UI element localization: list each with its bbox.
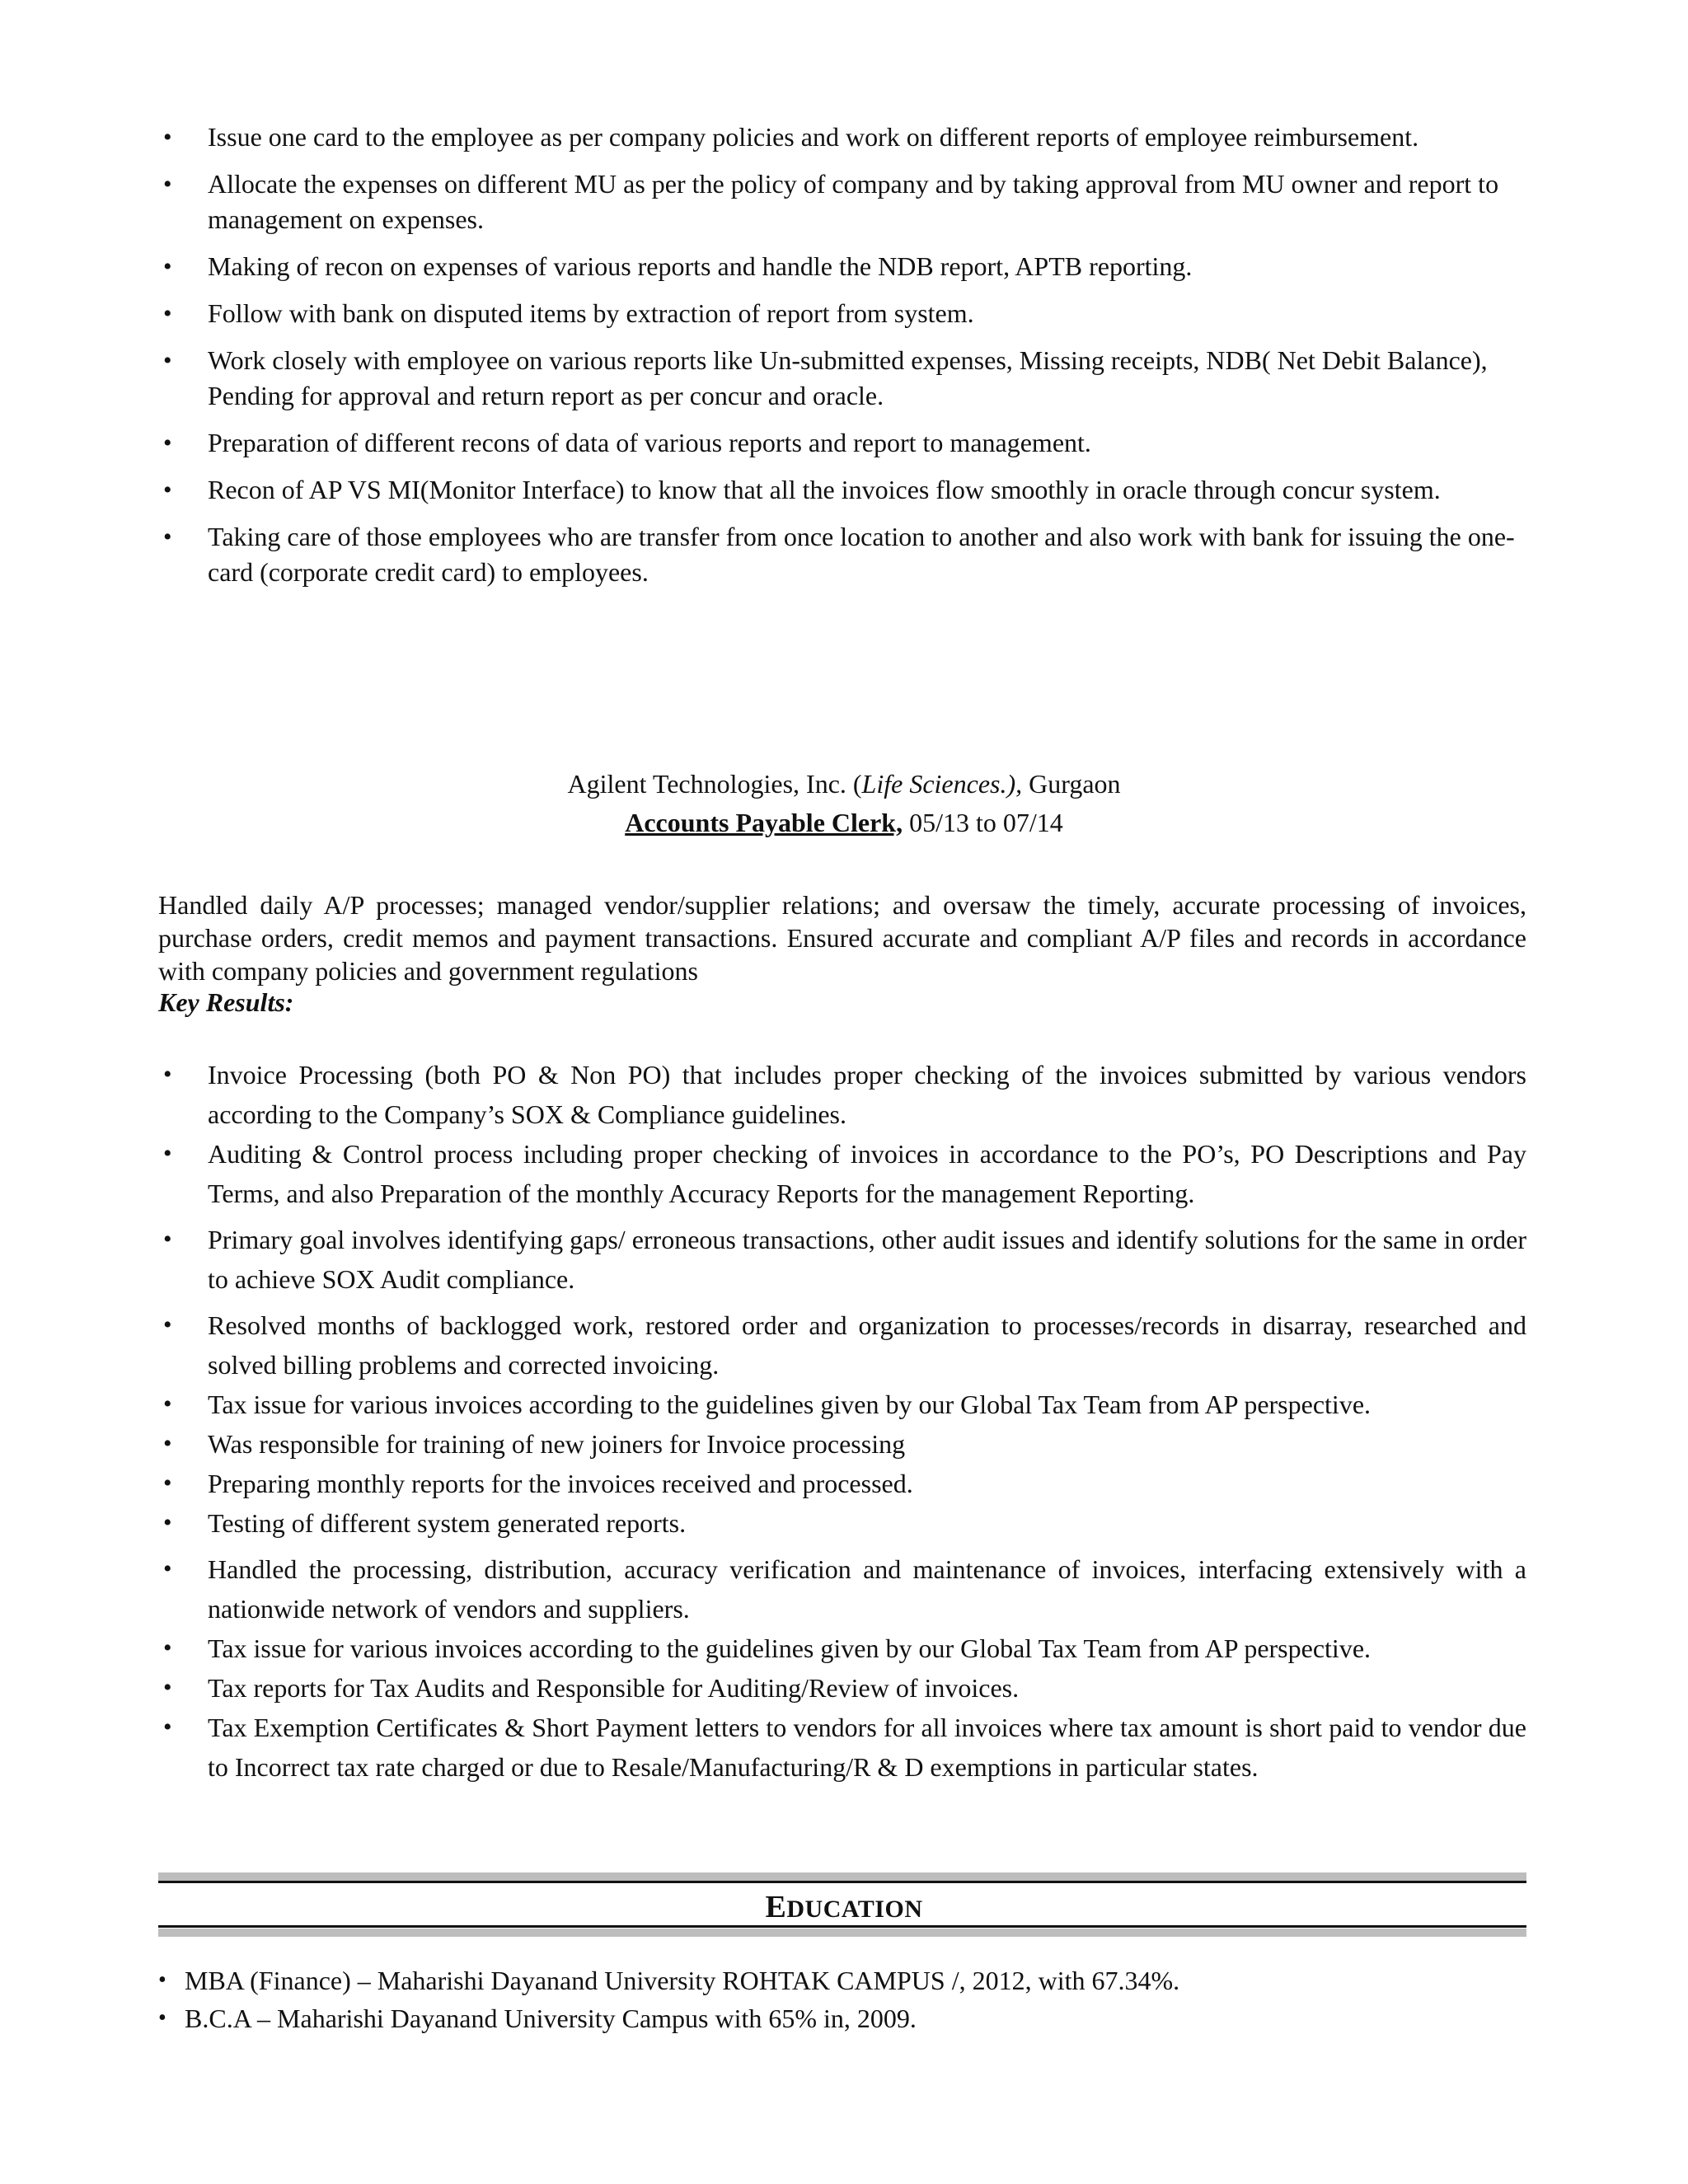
list-item: • Primary goal involves identifying gaps/ erroneous transactions, other audit issues and identify solutions for the same in order to achieve SOX Audit compliance. [158,1220,1526,1299]
company-industry: Life Sciences.), [861,769,1023,799]
bullet-icon: • [163,1555,172,1582]
bullet-icon: • [163,124,172,151]
bullet-icon: • [158,1967,166,1993]
bullet-icon: • [163,476,172,504]
responsibilities-list [158,120,1526,602]
list-item: • Invoice Processing (both PO & Non PO) that includes proper checking of the invoices submitted by various vendors according to the Company’s SOX & Compliance guidelines. [158,1055,1526,1134]
bullet-icon: • [163,1140,172,1167]
bullet-icon: • [163,1509,172,1536]
list-item: • Allocate the expenses on different MU as per the policy of company and by taking approval from MU owner and report to management on expenses. [158,166,1526,237]
list-item: • Preparing monthly reports for the invoices received and processed. [158,1464,1526,1503]
bullet-icon: • [163,1311,172,1338]
list-item: • Was responsible for training of new joiners for Invoice processing [158,1424,1526,1464]
section-rule-top [158,1872,1526,1881]
bullet-icon: • [163,1713,172,1741]
key-results-list [158,1055,1526,1787]
company-location: Gurgaon [1029,769,1121,799]
section-rule-top-line [158,1881,1526,1883]
job-title: Accounts Payable Clerk, [625,808,903,837]
list-item: • Auditing & Control process including proper checking of invoices in accordance to the PO’s, PO Descriptions and Pay Terms, and also Preparation of the monthly Accuracy Reports for the management Reporting. [158,1134,1526,1213]
bullet-icon: • [163,1634,172,1661]
company-line [0,769,1688,799]
bullet-icon: • [163,1390,172,1418]
bullet-icon: • [163,1674,172,1701]
bullet-icon: • [163,1061,172,1088]
education-list [158,1961,1179,2037]
section-rule-bottom [158,1929,1526,1937]
list-item: • B.C.A – Maharishi Dayanand University Campus with 65% in, 2009. [158,1999,1179,2037]
list-item: • Handled the processing, distribution, accuracy verification and maintenance of invoices, interfacing extensively with a nationwide network of vendors and suppliers. [158,1549,1526,1629]
job-summary: Handled daily A/P processes; managed vendor/supplier relations; and oversaw the timely, accurate processing of invoices, purchase orders, credit memos and payment transactions. Ensured accurate and compliant A/P files and records in accordance with company policies and government regulations [158,890,1526,986]
education-heading: EDUCATION [765,1890,923,1924]
list-item: • Tax reports for Tax Audits and Responsible for Auditing/Review of invoices. [158,1668,1526,1708]
bullet-icon: • [163,300,172,327]
list-item: • Recon of AP VS MI(Monitor Interface) to know that all the invoices flow smoothly in oracle through concur system. [158,472,1526,508]
bullet-icon: • [163,253,172,280]
key-results-label: Key Results: [158,987,294,1017]
list-item: • Taking care of those employees who are transfer from once location to another and also work with bank for issuing the one-card (corporate credit card) to employees. [158,519,1526,590]
list-item: • MBA (Finance) – Maharishi Dayanand University ROHTAK CAMPUS /, 2012, with 67.34%. [158,1961,1179,1999]
list-item: • Work closely with employee on various reports like Un-submitted expenses, Missing receipts, NDB( Net Debit Balance), Pending for approval and return report as per concur and oracle. [158,343,1526,414]
job-dates: 05/13 to 07/14 [909,808,1063,837]
bullet-icon: • [163,1469,172,1497]
role-line [0,808,1688,838]
list-item: • Follow with bank on disputed items by extraction of report from system. [158,296,1526,331]
bullet-icon: • [163,429,172,457]
list-item: • Resolved months of backlogged work, restored order and organization to processes/records in disarray, researched and solved billing problems and corrected invoicing. [158,1305,1526,1385]
list-item: • Tax issue for various invoices according to the guidelines given by our Global Tax Team from AP perspective. [158,1385,1526,1424]
list-item: • Issue one card to the employee as per company policies and work on different reports of employee reimbursement. [158,120,1526,155]
company-name: Agilent Technologies, Inc. ( [567,769,862,799]
bullet-icon: • [163,1430,172,1457]
bullet-icon: • [158,2005,166,2031]
list-item: • Tax issue for various invoices according to the guidelines given by our Global Tax Team from AP perspective. [158,1629,1526,1668]
bullet-icon: • [163,171,172,198]
list-item: • Making of recon on expenses of various reports and handle the NDB report, APTB reporting. [158,249,1526,284]
bullet-icon: • [163,347,172,374]
list-item: • Tax Exemption Certificates & Short Payment letters to vendors for all invoices where tax amount is short paid to vendor due to Incorrect tax rate charged or due to Resale/Manufacturing/R & D exemptions in particular states. [158,1708,1526,1787]
list-item: • Testing of different system generated reports. [158,1503,1526,1543]
list-item: • Preparation of different recons of data of various reports and report to management. [158,425,1526,461]
section-rule-bottom-line [158,1925,1526,1928]
bullet-icon: • [163,1226,172,1253]
bullet-icon: • [163,523,172,551]
